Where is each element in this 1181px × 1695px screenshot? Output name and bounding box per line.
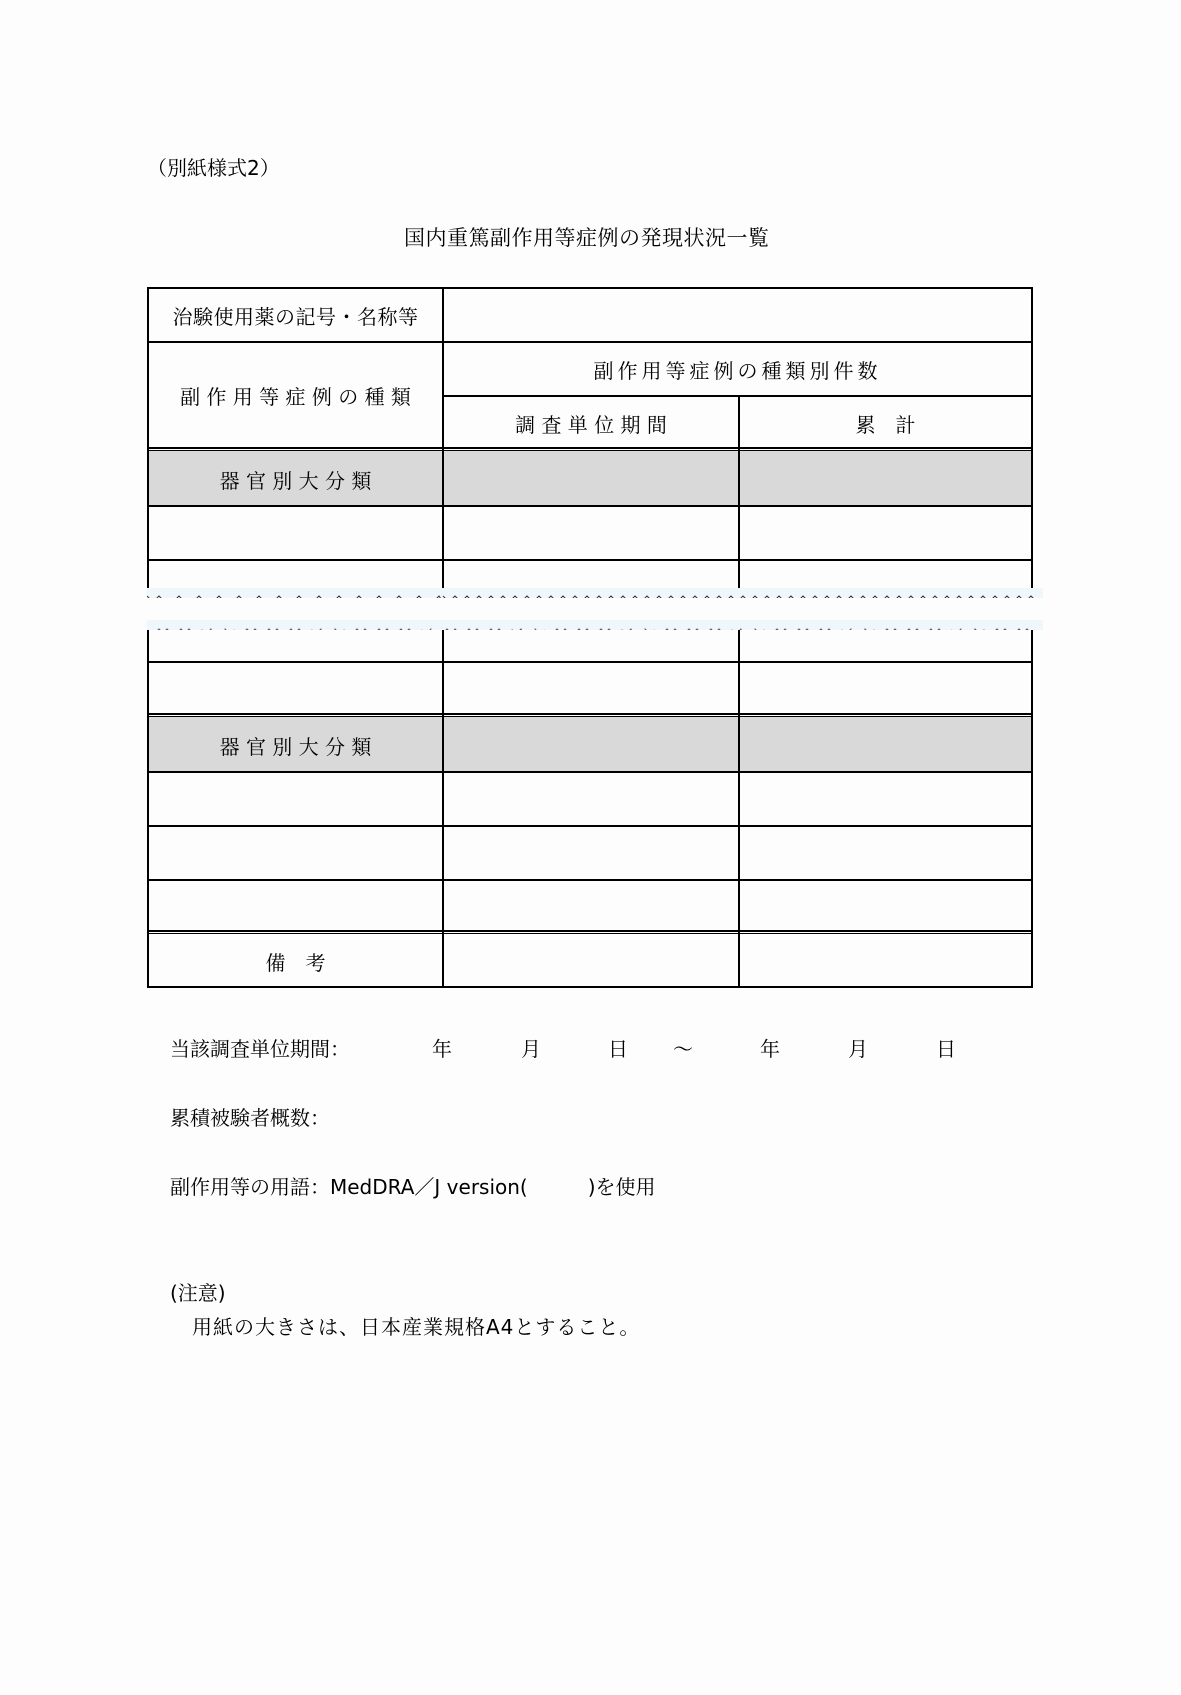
row-line-remarks-double-b [147, 933, 1033, 934]
to-day: 日 [936, 1037, 956, 1061]
row-line-bottom [147, 986, 1033, 988]
note-text: 用紙の大きさは、日本産業規格A4とすること。 [192, 1315, 641, 1339]
row-line-header-double-a [147, 447, 1033, 449]
s2-row3-cumulative-cell[interactable] [740, 881, 1031, 931]
document-title: 国内重篤副作用等症例の発現状況一覧 [404, 226, 770, 250]
s2-row2-type-cell[interactable] [149, 827, 442, 879]
count-by-type-header: 副作用等症例の種類別件数 [593, 359, 882, 383]
s1-organ-cumulative-cell[interactable] [740, 452, 1031, 504]
s1-row1-cumulative-cell[interactable] [740, 507, 1031, 559]
col-header-period: 調 査 単 位 期 間 [515, 413, 667, 437]
zigzag-bottom-icon [147, 625, 1043, 630]
from-day: 日 [608, 1037, 628, 1061]
s1-row1-period-cell[interactable] [444, 507, 738, 559]
row-line-top [147, 287, 1033, 289]
tilde: ～ [673, 1037, 693, 1061]
event-type-label: 副 作 用 等 症 例 の 種 類 [180, 385, 411, 409]
remarks-cumulative-cell[interactable] [740, 936, 1031, 986]
wave-top [147, 588, 1043, 598]
row-line-header-double-b [147, 450, 1033, 451]
remarks-label: 備 考 [265, 951, 326, 975]
note-heading: (注意) [170, 1281, 226, 1305]
drug-name-label: 治験使用薬の記号・名称等 [172, 305, 419, 329]
omitted-rows-break [147, 588, 1043, 630]
remarks-period-cell[interactable] [444, 936, 738, 986]
s2-row3-type-cell[interactable] [149, 881, 442, 931]
s2-row2-cumulative-cell[interactable] [740, 827, 1031, 879]
col-header-cumulative: 累 計 [855, 413, 916, 437]
s2-row2-period-cell[interactable] [444, 827, 738, 879]
s2-row1-type-cell[interactable] [149, 773, 442, 825]
from-year: 年 [432, 1037, 452, 1061]
row-line-organ2-double-a [147, 713, 1033, 715]
s1-row1-type-cell[interactable] [149, 507, 442, 559]
organ-class-label-1: 器 官 別 大 分 類 [219, 469, 372, 493]
wave-bottom [147, 620, 1043, 630]
s1-last-cumulative-cell[interactable] [740, 663, 1031, 713]
row-line-organ2-double-b [147, 716, 1033, 717]
subjects-label: 累積被験者概数： [170, 1106, 330, 1130]
zigzag-top-icon [147, 593, 1043, 598]
s1-last-type-cell[interactable] [149, 663, 442, 713]
period-label: 当該調査単位期間： [170, 1037, 350, 1061]
s2-row1-period-cell[interactable] [444, 773, 738, 825]
s2-organ-cumulative-cell[interactable] [740, 718, 1031, 770]
row-line-drug [147, 341, 1033, 343]
row-line-count-header [442, 395, 1033, 397]
organ-class-label-2: 器 官 別 大 分 類 [219, 735, 372, 759]
to-month: 月 [848, 1037, 868, 1061]
drug-name-value[interactable] [444, 301, 1031, 327]
s2-row3-period-cell[interactable] [444, 881, 738, 931]
form-number: （別紙様式2） [147, 156, 280, 180]
s2-organ-period-cell[interactable] [444, 718, 738, 770]
border-right [1031, 287, 1033, 988]
row-line-s1-r1 [147, 559, 1033, 561]
s1-organ-period-cell[interactable] [444, 452, 738, 504]
to-year: 年 [760, 1037, 780, 1061]
terminology-line: 副作用等の用語：MedDRA／J version( )を使用 [170, 1175, 656, 1199]
from-month: 月 [521, 1037, 541, 1061]
s1-last-period-cell[interactable] [444, 663, 738, 713]
s2-row1-cumulative-cell[interactable] [740, 773, 1031, 825]
